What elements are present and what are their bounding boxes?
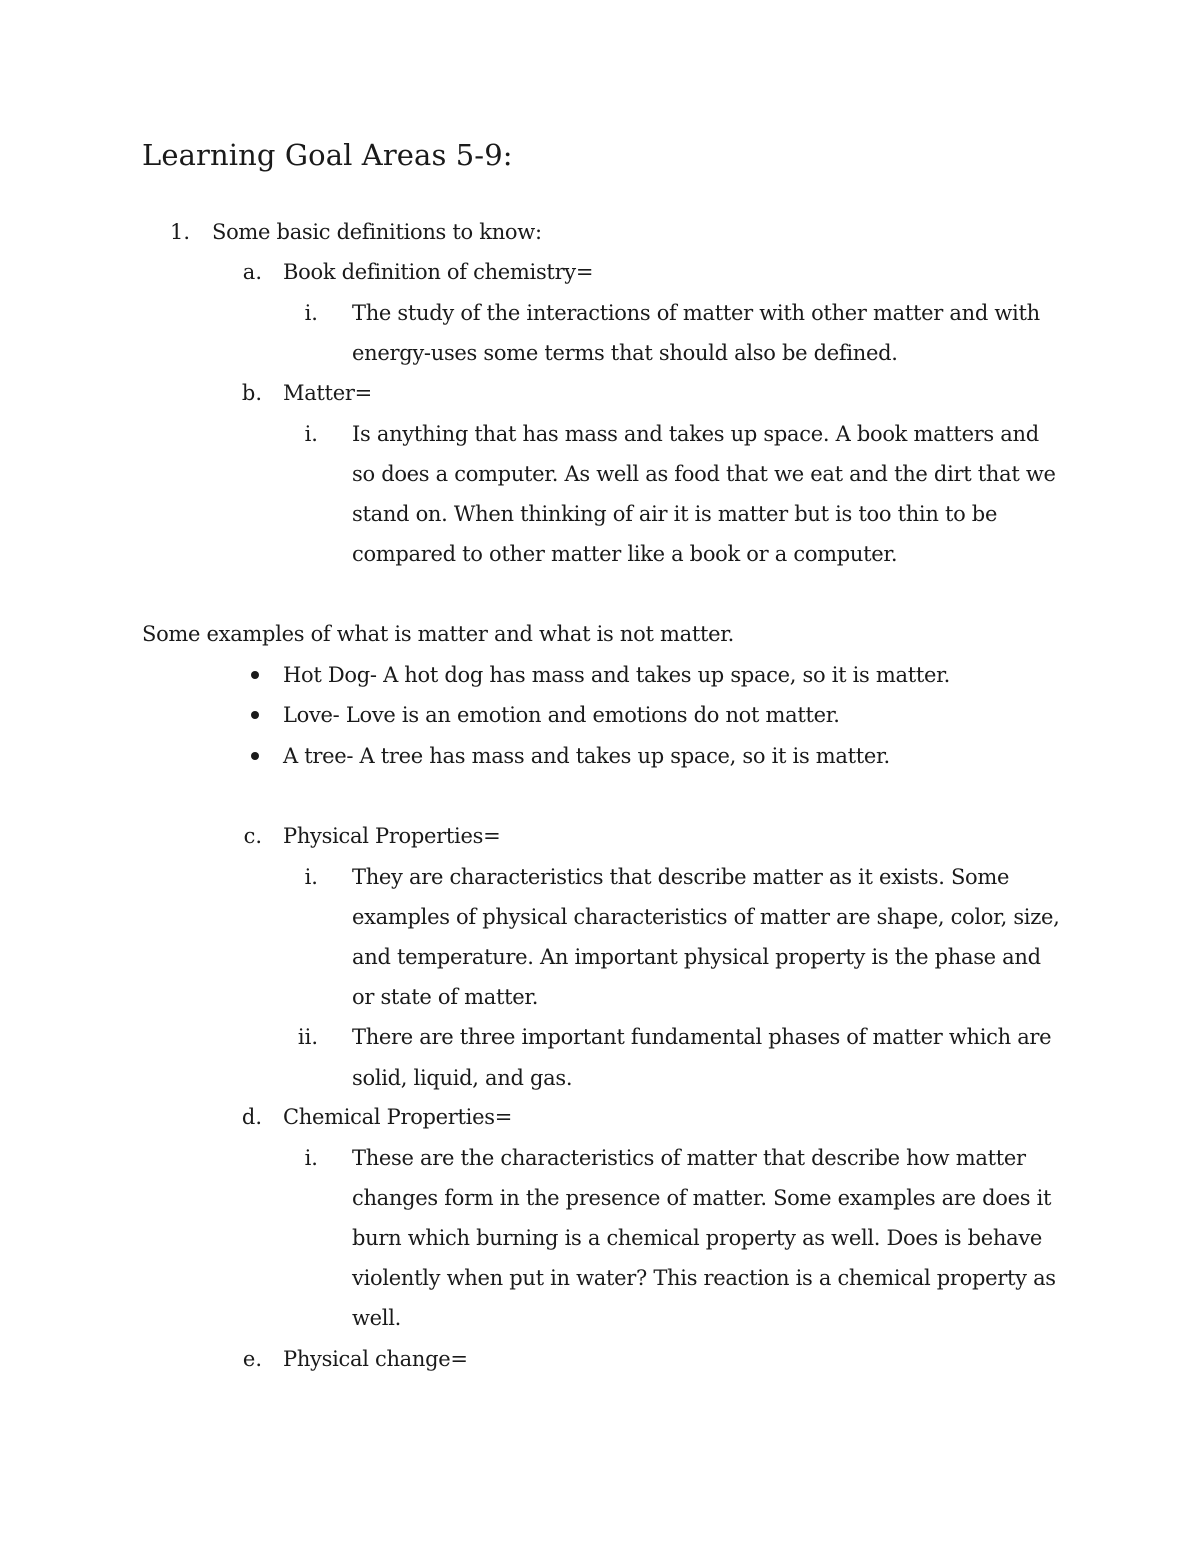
list-item-e-label: Physical change= [283, 1347, 468, 1371]
list-item-a-i-line: energy-uses some terms that should also be defined. [352, 341, 898, 365]
list-item-d-i-line: changes form in the presence of matter. Some examples are does it [352, 1186, 1052, 1210]
list-item-d-i-line: These are the characteristics of matter that describe how matter [352, 1146, 1026, 1170]
list-item-c-i-line: and temperature. An important physical property is the phase and [352, 945, 1041, 969]
list-marker-d: d. [241, 1105, 262, 1129]
bullet-item: Love- Love is an emotion and emotions do not matter. [283, 703, 840, 727]
list-marker-a: a. [242, 260, 262, 284]
list-marker-a-i: i. [304, 301, 318, 325]
list-marker-c-i: i. [304, 865, 318, 889]
list-item-b-i-line: Is anything that has mass and takes up space. A book matters and [352, 422, 1039, 446]
list-marker-1: 1. [169, 220, 190, 244]
list-item-c-label: Physical Properties= [283, 824, 501, 848]
list-item-heading: Some basic definitions to know: [212, 220, 542, 244]
examples-intro: Some examples of what is matter and what is not matter. [142, 622, 735, 646]
list-item-b-i-line: stand on. When thinking of air it is matter but is too thin to be [352, 502, 998, 526]
list-item-a-i-line: The study of the interactions of matter with other matter and with [352, 301, 1040, 325]
list-item-c-i-line: or state of matter. [352, 985, 539, 1009]
list-marker-b: b. [241, 381, 262, 405]
list-marker-b-i: i. [304, 422, 318, 446]
bullet-item: Hot Dog- A hot dog has mass and takes up space, so it is matter. [283, 663, 950, 687]
bullet-icon [251, 671, 259, 679]
list-item-d-label: Chemical Properties= [283, 1105, 512, 1129]
list-marker-c-ii: ii. [297, 1025, 318, 1049]
list-item-d-i-line: violently when put in water? This reaction is a chemical property as [352, 1266, 1056, 1290]
list-item-b-i-line: so does a computer. As well as food that we eat and the dirt that we [352, 462, 1056, 486]
page-title: Learning Goal Areas 5-9: [142, 138, 513, 172]
list-marker-d-i: i. [304, 1146, 318, 1170]
list-item-c-i-line: They are characteristics that describe matter as it exists. Some [352, 865, 1010, 889]
list-item-d-i-line: well. [352, 1306, 402, 1330]
list-item-d-i-line: burn which burning is a chemical property as well. Does is behave [352, 1226, 1043, 1250]
list-item-c-ii-line: solid, liquid, and gas. [352, 1066, 573, 1090]
bullet-icon [251, 711, 259, 719]
list-marker-e: e. [242, 1347, 262, 1371]
list-item-c-i-line: examples of physical characteristics of matter are shape, color, size, [352, 905, 1060, 929]
list-marker-c: c. [243, 824, 262, 848]
list-item-b-i-line: compared to other matter like a book or a computer. [352, 542, 898, 566]
list-item-c-ii-line: There are three important fundamental phases of matter which are [352, 1025, 1052, 1049]
list-item-a-label: Book definition of chemistry= [283, 260, 594, 284]
list-item-b-label: Matter= [283, 381, 372, 405]
bullet-item: A tree- A tree has mass and takes up space, so it is matter. [283, 744, 890, 768]
bullet-icon [251, 752, 259, 760]
